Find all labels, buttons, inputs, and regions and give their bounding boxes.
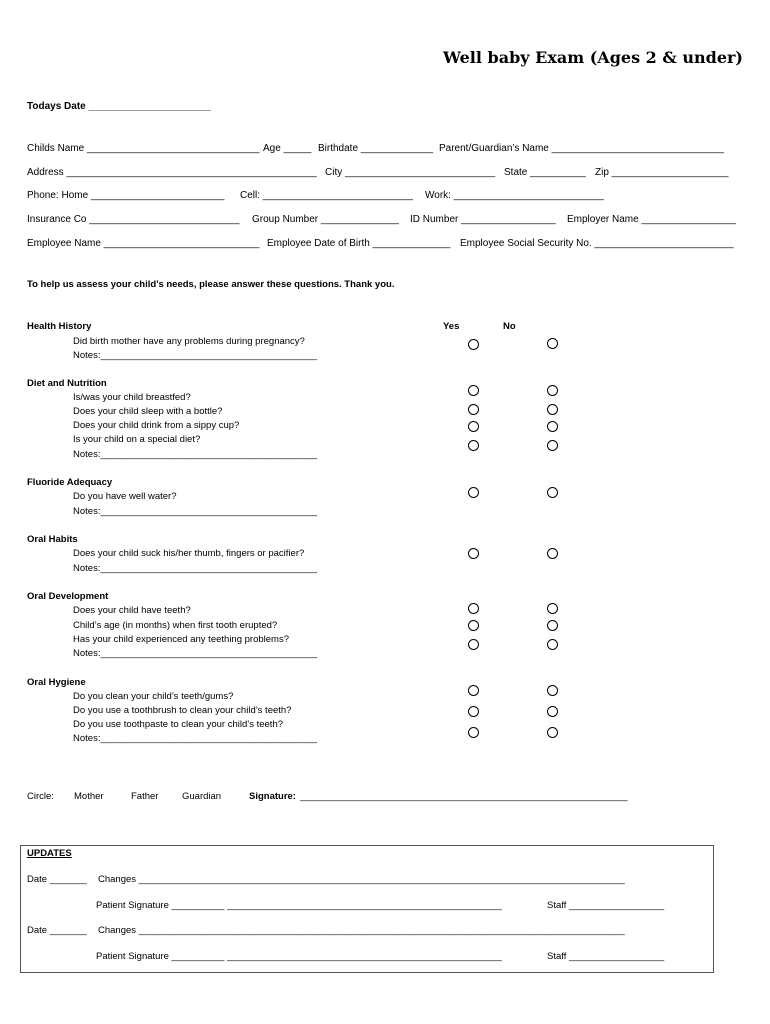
no-radio[interactable] [547, 603, 558, 614]
yes-radio[interactable] [468, 339, 479, 350]
employer-name-field[interactable]: Employer Name _________________ [567, 214, 737, 225]
no-radio[interactable] [547, 639, 558, 650]
section-heading: Health History [27, 321, 92, 332]
mother-option[interactable]: Mother [74, 791, 104, 802]
guardian-option[interactable]: Guardian [182, 791, 222, 802]
question: Child’s age (in months) when first tooth erupted? [73, 620, 278, 631]
yes-radio[interactable] [468, 404, 479, 415]
no-column-label: No [503, 321, 516, 332]
yes-radio[interactable] [468, 639, 479, 650]
age-field[interactable]: Age _____ [263, 143, 312, 154]
state-field[interactable]: State __________ [504, 167, 586, 178]
question: Does your child drink from a sippy cup? [73, 420, 240, 431]
no-radio[interactable] [547, 727, 558, 738]
updates-heading: UPDATES [27, 848, 72, 859]
employee-name-field[interactable]: Employee Name ____________________________ [27, 238, 260, 249]
yes-radio[interactable] [468, 421, 479, 432]
section-heading: Oral Habits [27, 534, 78, 545]
notes-field[interactable]: Notes:_________________________________________ [73, 350, 318, 361]
question: Does your child sleep with a bottle? [73, 406, 223, 417]
birthdate-field[interactable]: Birthdate _____________ [318, 143, 434, 154]
no-radio[interactable] [547, 706, 558, 717]
address-field[interactable]: Address _____________________________________________ [27, 167, 317, 178]
question: Did birth mother have any problems during pregnancy? [73, 336, 305, 347]
yes-radio[interactable] [468, 603, 479, 614]
question: Does your child suck his/her thumb, fingers or pacifier? [73, 548, 305, 559]
phone-home-field[interactable]: Phone: Home ________________________ [27, 190, 225, 201]
intro-text: To help us assess your child’s needs, please answer these questions. Thank you. [27, 279, 395, 290]
no-radio[interactable] [547, 548, 558, 559]
zip-field[interactable]: Zip _____________________ [595, 167, 729, 178]
notes-field[interactable]: Notes:_________________________________________ [73, 449, 318, 460]
question: Does your child have teeth? [73, 605, 191, 616]
parent-guardian-name-field[interactable]: Parent/Guardian’s Name _______________________________ [439, 143, 725, 154]
no-radio[interactable] [547, 620, 558, 631]
section-heading: Diet and Nutrition [27, 378, 107, 389]
yes-radio[interactable] [468, 727, 479, 738]
father-option[interactable]: Father [131, 791, 159, 802]
update-changes-field[interactable]: Changes ____________________________________________________________________________________________ [98, 874, 625, 885]
yes-radio[interactable] [468, 548, 479, 559]
yes-radio[interactable] [468, 487, 479, 498]
yes-radio[interactable] [468, 440, 479, 451]
group-number-field[interactable]: Group Number ______________ [252, 214, 399, 225]
employee-dob-field[interactable]: Employee Date of Birth ______________ [267, 238, 451, 249]
section-heading: Oral Development [27, 591, 109, 602]
update-changes-field[interactable]: Changes ____________________________________________________________________________________________ [98, 925, 625, 936]
no-radio[interactable] [547, 421, 558, 432]
no-radio[interactable] [547, 685, 558, 696]
city-field[interactable]: City ___________________________ [325, 167, 496, 178]
notes-field[interactable]: Notes:_________________________________________ [73, 733, 318, 744]
update-date-field[interactable]: Date _______ [27, 925, 87, 936]
section-heading: Oral Hygiene [27, 677, 86, 688]
patient-signature-field[interactable]: Patient Signature __________ ____________________________________________________ [96, 900, 502, 911]
question: Do you use toothpaste to clean your child’s teeth? [73, 719, 284, 730]
no-radio[interactable] [547, 440, 558, 451]
page-title: Well baby Exam (Ages 2 & under) [442, 48, 743, 67]
update-date-field[interactable]: Date _______ [27, 874, 87, 885]
yes-column-label: Yes [443, 321, 460, 332]
question: Is/was your child breastfed? [73, 392, 191, 403]
no-radio[interactable] [547, 385, 558, 396]
notes-field[interactable]: Notes:_________________________________________ [73, 563, 318, 574]
phone-cell-field[interactable]: Cell: ___________________________ [240, 190, 413, 201]
no-radio[interactable] [547, 487, 558, 498]
yes-radio[interactable] [468, 706, 479, 717]
todays-date-field[interactable]: Todays Date ______________________ [27, 101, 211, 112]
circle-label: Circle: [27, 791, 54, 802]
yes-radio[interactable] [468, 685, 479, 696]
staff-field[interactable]: Staff __________________ [547, 900, 665, 911]
section-heading: Fluoride Adequacy [27, 477, 113, 488]
phone-work-field[interactable]: Work: ___________________________ [425, 190, 604, 201]
question: Is your child on a special diet? [73, 434, 201, 445]
signature-label: Signature: [249, 791, 296, 802]
signature-field[interactable]: ______________________________________________________________ [300, 791, 628, 802]
yes-radio[interactable] [468, 620, 479, 631]
question: Do you use a toothbrush to clean your child’s teeth? [73, 705, 292, 716]
employee-ssn-field[interactable]: Employee Social Security No. _________________________ [460, 238, 734, 249]
insurance-co-field[interactable]: Insurance Co ___________________________ [27, 214, 240, 225]
id-number-field[interactable]: ID Number _________________ [410, 214, 556, 225]
question: Do you have well water? [73, 491, 177, 502]
notes-field[interactable]: Notes:_________________________________________ [73, 506, 318, 517]
question: Has your child experienced any teething problems? [73, 634, 289, 645]
staff-field[interactable]: Staff __________________ [547, 951, 665, 962]
no-radio[interactable] [547, 338, 558, 349]
question: Do you clean your child’s teeth/gums? [73, 691, 234, 702]
notes-field[interactable]: Notes:_________________________________________ [73, 648, 318, 659]
no-radio[interactable] [547, 404, 558, 415]
patient-signature-field[interactable]: Patient Signature __________ ____________________________________________________ [96, 951, 502, 962]
childs-name-field[interactable]: Childs Name _______________________________ [27, 143, 260, 154]
yes-radio[interactable] [468, 385, 479, 396]
